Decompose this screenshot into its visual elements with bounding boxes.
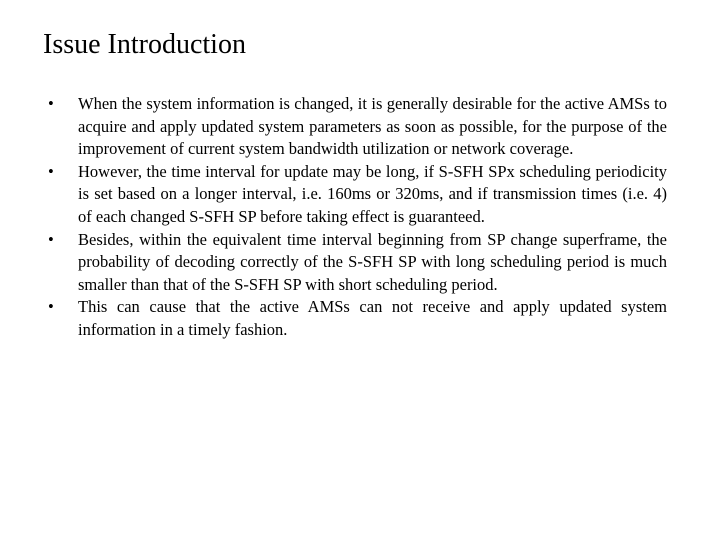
- bullet-text: However, the time interval for update may be long, if S-SFH SPx scheduling periodicity is set based on a longer interval, i.e. 160ms or 320ms, and if transmission times (i.e. 4) of each changed S-SFH SP before taking effect is guaranteed.: [78, 161, 667, 226]
- bullet-item: [48, 296, 667, 341]
- bullet-text: Besides, within the equivalent time interval beginning from SP change superframe, the probability of decoding correctly of the S-SFH SP with long scheduling period is much smaller than that of the S-SFH SP with short scheduling period.: [78, 229, 667, 294]
- bullet-item: [48, 229, 667, 297]
- bullet-icon: •: [48, 161, 54, 181]
- bullet-item: [48, 161, 667, 229]
- bullet-icon: •: [48, 297, 54, 317]
- bullet-item: [48, 93, 667, 161]
- bullet-text: This can cause that the active AMSs can not receive and apply updated system information in a timely fashion.: [78, 297, 667, 339]
- bullet-icon: •: [48, 94, 54, 113]
- bullet-list: [48, 93, 667, 342]
- bullet-text: When the system information is changed, it is generally desirable for the active AMSs to acquire and apply updated system parameters as soon as possible, for the purpose of the improvement of current system bandwidth utilization or network coverage.: [78, 94, 667, 159]
- bullet-icon: •: [48, 229, 54, 249]
- slide-title: Issue Introduction: [43, 29, 246, 60]
